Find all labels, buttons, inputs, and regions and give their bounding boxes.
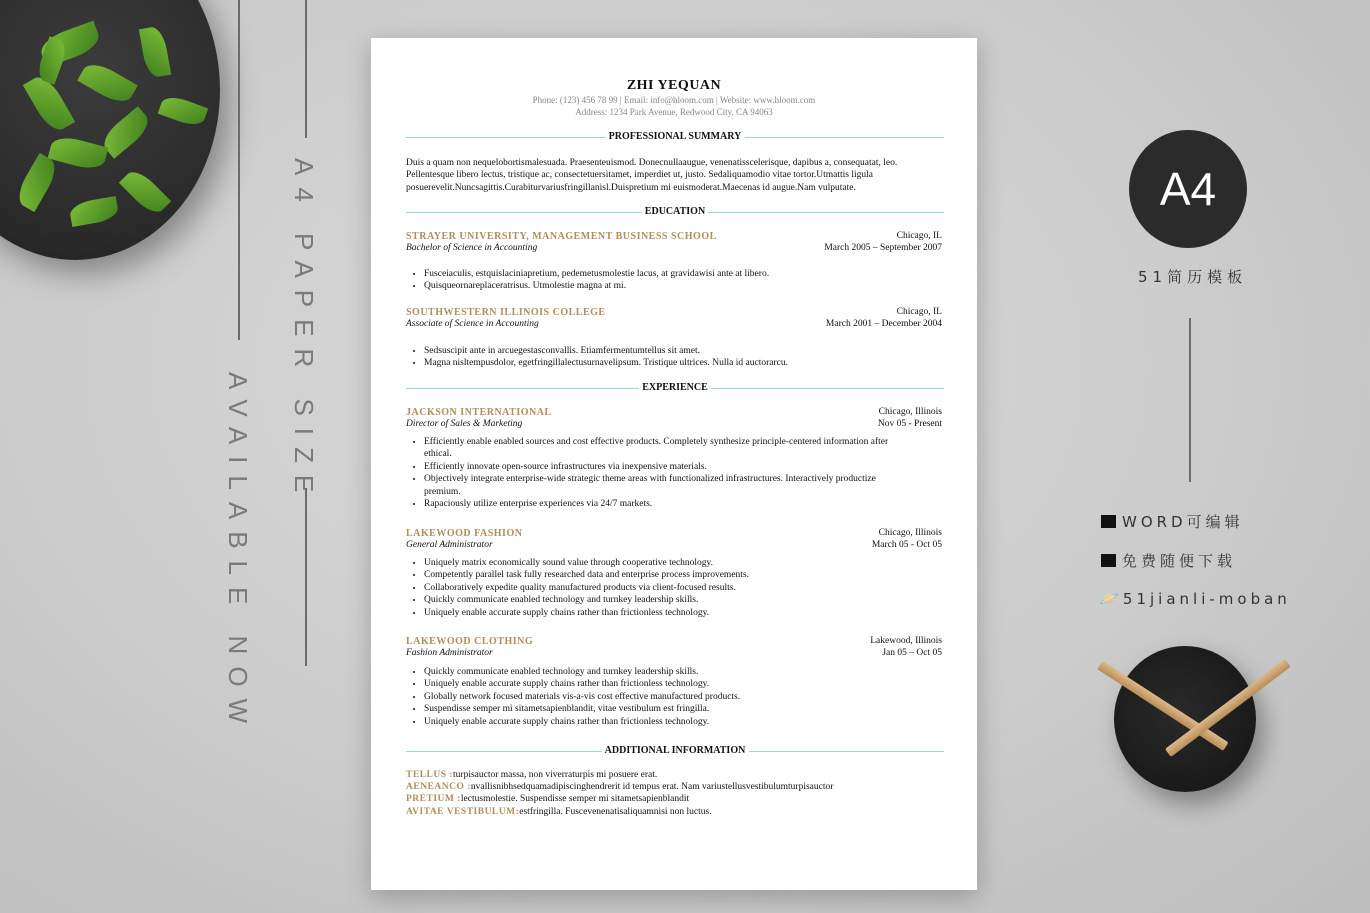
list-item: • Objectively integrate enterprise-wide strategic theme areas with functionalized infrastructures. Interactively productize premium.	[424, 473, 894, 498]
degree: Associate of Science in Accounting	[406, 319, 539, 329]
section-summary	[406, 131, 944, 143]
degree: Bachelor of Science in Accounting	[406, 243, 538, 253]
job-dates: March 05 - Oct 05	[871, 540, 942, 550]
section-title: EXPERIENCE	[639, 382, 711, 393]
feature-download-label: 免费随便下载	[1122, 552, 1237, 570]
additional-key: AENEANCO :	[406, 782, 471, 792]
list-item: • Uniquely enable accurate supply chains rather than frictionless technology.	[424, 678, 894, 690]
additional-key: PRETIUM :	[406, 794, 461, 804]
divider-line	[238, 0, 240, 340]
education-bullets	[406, 345, 894, 370]
additional-value: nvallisnibhsedquamadipiscinghendrerit id tempus erat. Nam variustellusvestibulumturpisauctor	[470, 782, 834, 792]
additional-row	[406, 807, 712, 817]
square-icon	[1101, 515, 1116, 528]
brand-label: 51简历模板	[1138, 268, 1248, 286]
resume-page	[371, 38, 977, 890]
section-title: PROFESSIONAL SUMMARY	[606, 131, 745, 142]
school-name: SOUTHWESTERN ILLINOIS COLLEGE	[406, 307, 606, 318]
job-title: Fashion Administrator	[406, 648, 493, 658]
additional-key: AVITAE VESTIBULUM:	[406, 807, 520, 817]
list-item: • Competently parallel task fully researched data and enterprise process improvements.	[424, 569, 894, 581]
additional-value: lectusmolestie. Suspendisse semper mi sitametsapienblandit	[460, 794, 690, 804]
school-dates: March 2001 – December 2004	[825, 319, 942, 329]
list-item: • Rapaciously utilize enterprise experiences via 24/7 markets.	[424, 498, 894, 510]
additional-key: TELLUS :	[406, 770, 454, 780]
education-bullets	[406, 268, 894, 293]
job-title: Director of Sales & Marketing	[406, 419, 523, 429]
list-item: • Efficiently enable enabled sources and cost effective products. Completely synthesize principle-centered information after ethical.	[424, 436, 894, 461]
square-icon	[1101, 554, 1116, 567]
feature-free-download	[1101, 550, 1236, 571]
company-name: LAKEWOOD CLOTHING	[406, 636, 534, 647]
plant-pot-image	[0, 0, 220, 260]
list-item: • Quickly communicate enabled technology and turnkey leadership skills.	[424, 594, 894, 606]
additional-value: estfringilla. Fuscevenenatisaliquamnisi non luctus.	[519, 807, 712, 817]
school-name: STRAYER UNIVERSITY, MANAGEMENT BUSINESS SCHOOL	[406, 231, 717, 242]
list-item: • Uniquely enable accurate supply chains rather than frictionless technology.	[424, 607, 894, 619]
school-location: Chicago, IL	[896, 307, 942, 317]
list-item: • Uniquely matrix economically sound value through cooperative technology.	[424, 557, 894, 569]
job-dates: Nov 05 - Present	[877, 419, 942, 429]
section-education	[406, 206, 944, 218]
a4-badge: A4	[1129, 130, 1247, 248]
school-dates: March 2005 – September 2007	[824, 243, 942, 253]
additional-row	[406, 782, 833, 792]
experience-bullets	[406, 557, 894, 619]
summary-text: Duis a quam non nequelobortismalesuada. Praesenteuismod. Donecnullaaugue, venenatisscelerisque, dapibus a, consequatat, leo. Pellentesque libero lectus, tristique ac, consectetuersitamet, imperdiet ut, justo. Sedaliquamodio vitae tortor.Utmattis ligula posuerevelit.Nuncsagittis.Curabiturvariusfringillanisl.Duispretium mi euismoderat.Maecenas id augue.Nam vulputate.	[406, 158, 898, 193]
address-line: Address: 1234 Park Avenue, Redwood City, CA 94063	[575, 107, 773, 117]
additional-row	[406, 770, 657, 780]
experience-bullets	[406, 666, 894, 728]
section-additional	[406, 745, 944, 757]
feature-word-label: WORD可编辑	[1122, 513, 1244, 531]
list-item: • Sedsuscipit ante in arcuegestasconvallis. Etiamfermentumtellus sit amet.	[424, 345, 894, 357]
additional-row	[406, 794, 689, 804]
list-item: • Suspendisse semper mi sitametsapienblandit, vitae vestibulum est fringilla.	[424, 703, 894, 715]
job-location: Lakewood, Illinois	[870, 636, 942, 646]
section-title: ADDITIONAL INFORMATION	[602, 745, 749, 756]
section-title: EDUCATION	[642, 206, 708, 217]
job-dates: Jan 05 – Oct 05	[882, 648, 942, 658]
contact-line: Phone: (123) 456 78 99 | Email: info@hloom.com | Website: www.hloom.com	[532, 95, 816, 105]
divider-line	[1189, 318, 1191, 482]
handle-label: 51jianli-moban	[1122, 590, 1291, 608]
planet-icon: 🪐	[1099, 589, 1123, 608]
job-location: Chicago, Illinois	[878, 407, 942, 417]
list-item: • Quisqueornareplaceratrisus. Utmolestie magna at mi.	[424, 280, 894, 292]
divider-line	[305, 0, 307, 138]
experience-bullets	[406, 436, 894, 510]
section-experience	[406, 382, 944, 394]
available-now-label: AVAILABLE NOW	[223, 372, 253, 736]
divider-line	[305, 488, 307, 666]
additional-value: turpisauctor massa, non viverraturpis mi posuere erat.	[453, 770, 658, 780]
company-name: LAKEWOOD FASHION	[406, 528, 523, 539]
a4-paper-size-label: A4 PAPER SIZE	[289, 158, 319, 505]
list-item: • Magna nisltempusdolor, egetfringillalectusurnavelipsum. Tristique ultrices. Nulla id auctorarcu.	[424, 357, 894, 369]
feature-word-editable	[1101, 511, 1244, 532]
job-title: General Administrator	[406, 540, 493, 550]
list-item: • Quickly communicate enabled technology and turnkey leadership skills.	[424, 666, 894, 678]
list-item: • Uniquely enable accurate supply chains rather than frictionless technology.	[424, 716, 894, 728]
company-name: JACKSON INTERNATIONAL	[406, 407, 552, 418]
list-item: • Collaboratively expedite quality manufactured products via client-focused results.	[424, 582, 894, 594]
school-location: Chicago, IL	[896, 231, 942, 241]
list-item: • Efficiently innovate open-source infrastructures via inexpensive materials.	[424, 461, 894, 473]
handle-row	[1099, 589, 1291, 608]
job-location: Chicago, Illinois	[878, 528, 942, 538]
list-item: • Fusceiaculis, estquislaciniapretium, pedemetusmolestie lacus, at gravidawisi ante at libero.	[424, 268, 894, 280]
list-item: • Globally network focused materials vis-a-vis cost effective manufactured products.	[424, 691, 894, 703]
resume-name: ZHI YEQUAN	[626, 78, 722, 93]
